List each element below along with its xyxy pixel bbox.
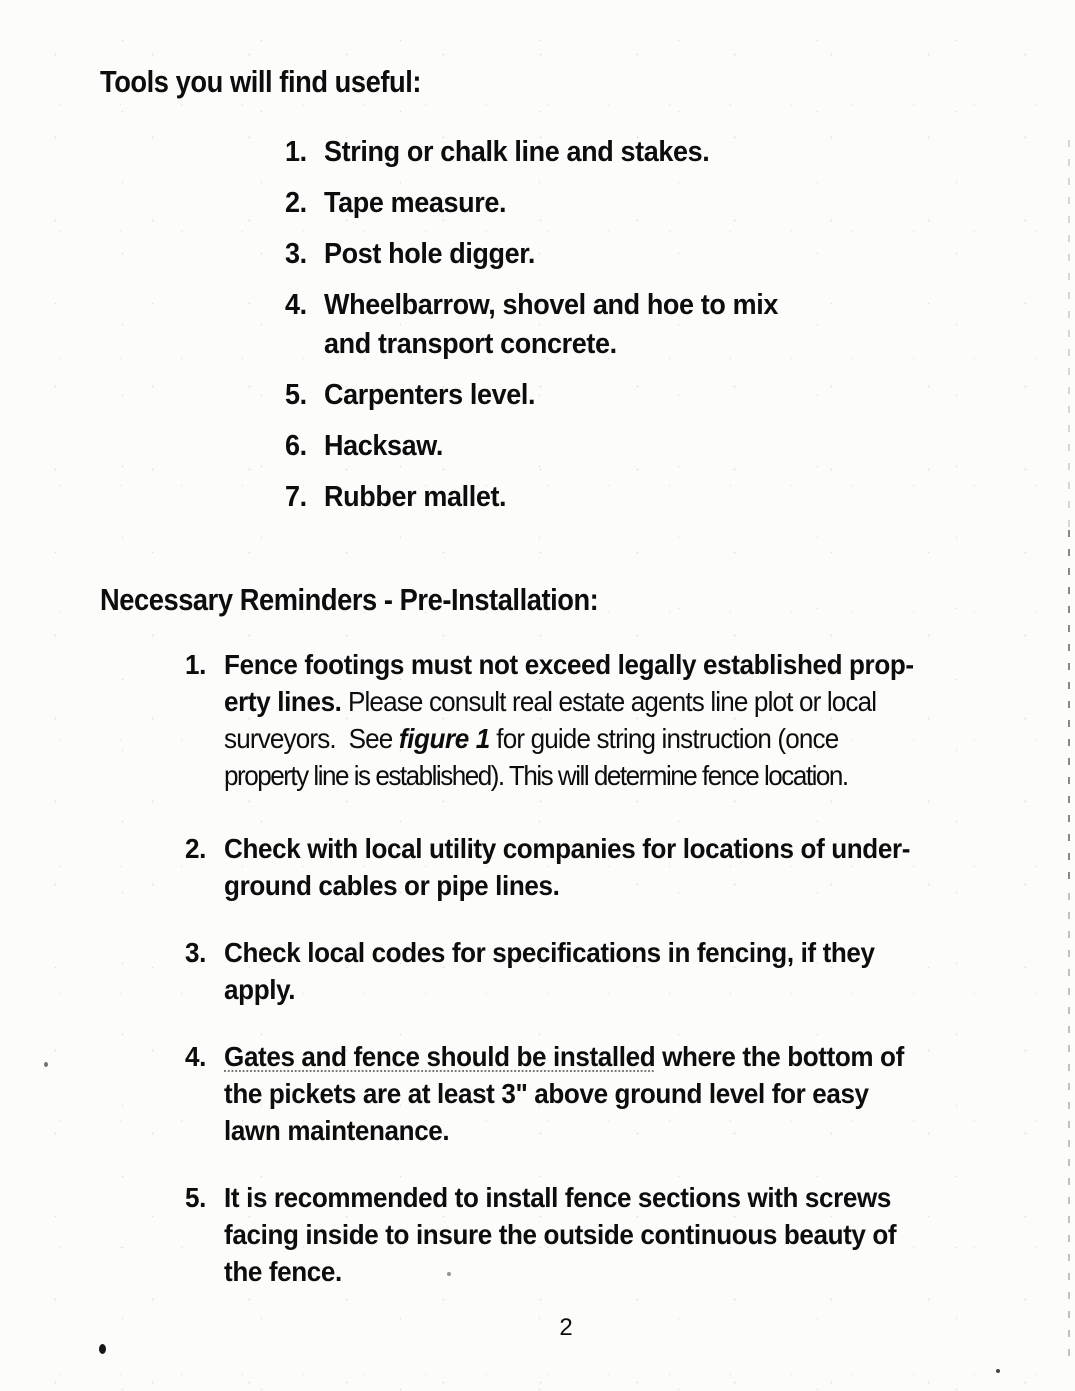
bold-text: erty lines. [224, 686, 342, 717]
item-number: 2. [285, 187, 307, 219]
tools-list [285, 133, 778, 529]
tools-item-6 [285, 427, 778, 466]
item-text-line1: Check with local utility companies for locations of under- [224, 833, 911, 864]
item-number: 2. [185, 833, 206, 864]
scan-artifact-edge-dashes [1068, 893, 1070, 1358]
item-text-line1: It is recommended to install fence sections with screws [224, 1182, 891, 1213]
item-text-line3: lawn maintenance. [224, 1115, 450, 1146]
item-text: Post hole digger. [324, 238, 536, 270]
bold-text: Fence footings must not exceed legally established prop- [224, 649, 914, 680]
scan-artifact-edge-dashes [1068, 140, 1070, 530]
item-text: Hacksaw. [324, 430, 444, 462]
tools-item-2 [285, 184, 778, 223]
regular-text: property line is established). This will determine fence location. [224, 760, 848, 791]
reminder-item-1 [185, 646, 914, 794]
item-number: 1. [185, 649, 206, 680]
reminder-item-2 [185, 830, 914, 904]
item-text: String or chalk line and stakes. [324, 136, 710, 168]
tools-item-7 [285, 478, 778, 517]
bold-text: where the bottom of [655, 1041, 904, 1072]
page-number: 2 [559, 1314, 573, 1341]
reminder-item-3 [185, 934, 914, 1008]
scan-artifact-speck [99, 1344, 106, 1354]
scan-artifact-edge-dashes [1068, 530, 1070, 890]
item-text-line1 [224, 646, 914, 683]
regular-text: Please consult real estate agents line plot or local [341, 686, 877, 717]
reminders-list [185, 646, 914, 1320]
item-text-line2: and transport concrete. [324, 328, 617, 360]
tools-item-5 [285, 376, 778, 415]
regular-text: for guide string instruction (once [489, 723, 839, 754]
item-number: 3. [285, 238, 307, 270]
item-text-line2 [224, 683, 914, 720]
scan-artifact-speck [996, 1369, 1000, 1373]
reminder-item-5 [185, 1179, 914, 1290]
item-text-line4 [224, 757, 914, 794]
regular-text: surveyors. See [224, 723, 399, 754]
item-text: Rubber mallet. [324, 481, 507, 513]
tools-item-4 [285, 286, 778, 364]
item-text: Carpenters level. [324, 379, 536, 411]
item-text-line1 [224, 1038, 914, 1075]
item-number: 5. [185, 1182, 206, 1213]
item-text-line2: ground cables or pipe lines. [224, 870, 560, 901]
item-text-line1: Check local codes for specifications in fencing, if they [224, 937, 875, 968]
tools-item-3 [285, 235, 778, 274]
scan-artifact-speck [44, 1062, 48, 1067]
item-text: Tape measure. [324, 187, 507, 219]
item-text-line1: Wheelbarrow, shovel and hoe to mix [324, 289, 778, 321]
item-number: 4. [285, 289, 307, 321]
item-number: 4. [185, 1041, 206, 1072]
item-number: 7. [285, 481, 307, 513]
item-text-line2: facing inside to insure the outside continuous beauty of [224, 1219, 897, 1250]
figure-reference: figure 1 [398, 723, 490, 754]
reminders-heading: Necessary Reminders - Pre-Installation: [100, 582, 599, 617]
item-number: 5. [285, 379, 307, 411]
item-text-line2: the pickets are at least 3" above ground level for easy [224, 1078, 869, 1109]
scan-artifact-speck [447, 1272, 451, 1276]
tools-item-1 [285, 133, 778, 172]
item-text-line2: apply. [224, 974, 296, 1005]
item-text-line3: the fence. [224, 1256, 342, 1287]
reminder-item-4 [185, 1038, 914, 1149]
dotted-underline-text: Gates and fence should be installed [224, 1041, 656, 1072]
item-text-line3 [224, 720, 914, 757]
item-number: 1. [285, 136, 307, 168]
tools-heading: Tools you will find useful: [100, 64, 422, 99]
item-number: 3. [185, 937, 206, 968]
item-number: 6. [285, 430, 307, 462]
